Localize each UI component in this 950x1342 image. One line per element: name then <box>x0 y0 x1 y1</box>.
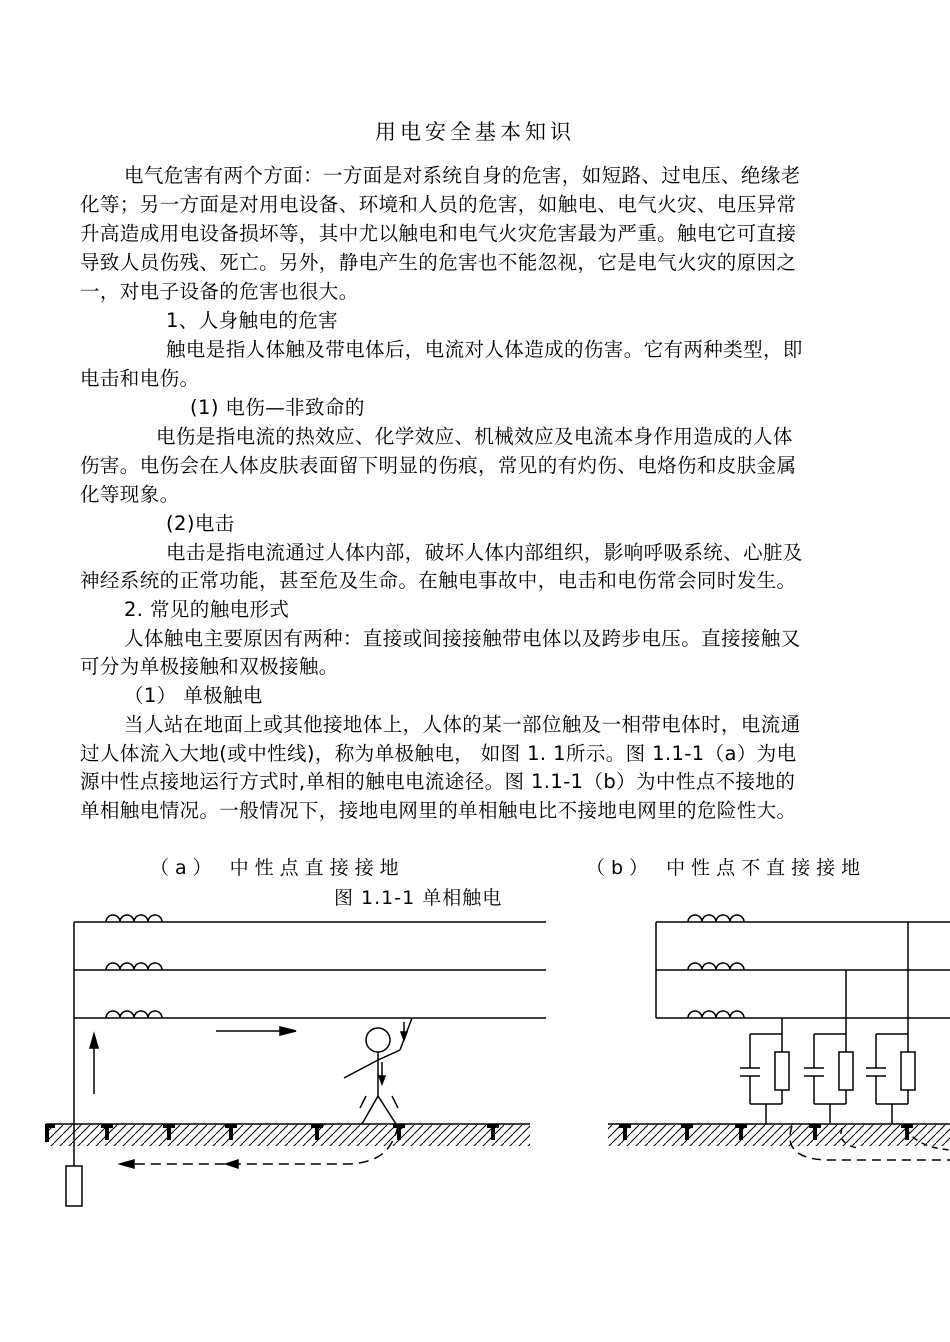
subsection-heading: (2)电击 <box>166 512 235 535</box>
paragraph-line: 可分为单极接触和双极接触。 <box>80 655 339 678</box>
diagram-a <box>46 915 546 1206</box>
paragraph-line: 电气危害有两个方面：一方面是对系统自身的危害，如短路、过电压、绝缘老 <box>124 164 801 187</box>
paragraph-line: 单相触电情况。一般情况下，接地电网里的单相触电比不接地电网里的危险性大。 <box>80 799 797 822</box>
paragraph-line: 化等现象。 <box>80 483 180 506</box>
coil-icon <box>688 1011 744 1018</box>
paragraph-line: 一，对电子设备的危害也很大。 <box>80 280 359 303</box>
subsection-heading: (1) 电伤—非致命的 <box>190 396 365 419</box>
coil-icon <box>106 915 162 922</box>
rc-branch-1 <box>740 1034 789 1124</box>
paragraph-line: 触电是指人体触及带电体后，电流对人体造成的伤害。它有两种类型，即 <box>166 338 803 361</box>
paragraph-line: 当人站在地面上或其他接地体上，人体的某一部位触及一相带电体时，电流通 <box>124 713 801 736</box>
paragraph-line: 伤害。电伤会在人体皮肤表面留下明显的伤痕，常见的有灼伤、电烙伤和皮肤金属 <box>80 454 797 477</box>
paragraph-line: 电伤是指电流的热效应、化学效应、机械效应及电流本身作用造成的人体 <box>156 425 793 448</box>
paragraph-line: 电击和电伤。 <box>80 367 200 390</box>
paragraph-line: 电击是指电流通过人体内部，破坏人体内部组织，影响呼吸系统、心脏及 <box>166 541 803 564</box>
coil-icon <box>688 915 744 922</box>
coil-icon <box>688 963 744 970</box>
figure-caption-a: （a） 中性点直接接地 <box>150 857 405 879</box>
earth-electrode <box>66 1166 82 1206</box>
section-heading: 2. 常见的触电形式 <box>124 598 290 621</box>
paragraph-line: 导致人员伤残、死亡。另外，静电产生的危害也不能忽视，它是电气火灾的原因之 <box>80 251 797 274</box>
paragraph-line: 过人体流入大地(或中性线)，称为单极触电， 如图 1. 1所示。图 1.1-1（a）为电 <box>80 742 797 765</box>
paragraph-line: 升高造成用电设备损坏等，其中尤以触电和电气火灾危害最为严重。触电它可直接 <box>80 222 797 245</box>
diagram-b <box>608 915 950 1160</box>
coil-icon <box>106 963 162 970</box>
figure-title: 图 1.1-1 单相触电 <box>334 887 503 909</box>
page-title: 用电安全基本知识 <box>375 120 575 144</box>
section-heading: 1、人身触电的危害 <box>166 309 339 332</box>
paragraph-line: 化等；另一方面是对用电设备、环境和人员的危害，如触电、电气火灾、电压异常 <box>80 193 797 216</box>
paragraph-line: 人体触电主要原因有两种：直接或间接接触带电体以及跨步电压。直接接触又 <box>124 627 801 650</box>
rc-branch-2 <box>804 1034 853 1124</box>
subsection-heading: （1） 单极触电 <box>124 684 263 707</box>
paragraph-line: 源中性点接地运行方式时,单相的触电电流途径。图 1.1-1（b）为中性点不接地的 <box>80 770 796 793</box>
rc-branch-3 <box>866 1034 915 1124</box>
figure-caption-b: （b） 中性点不直接接地 <box>586 857 867 879</box>
coil-icon <box>106 1011 162 1018</box>
paragraph-line: 神经系统的正常功能，甚至危及生命。在触电事故中，电击和电伤常会同时发生。 <box>80 569 797 592</box>
